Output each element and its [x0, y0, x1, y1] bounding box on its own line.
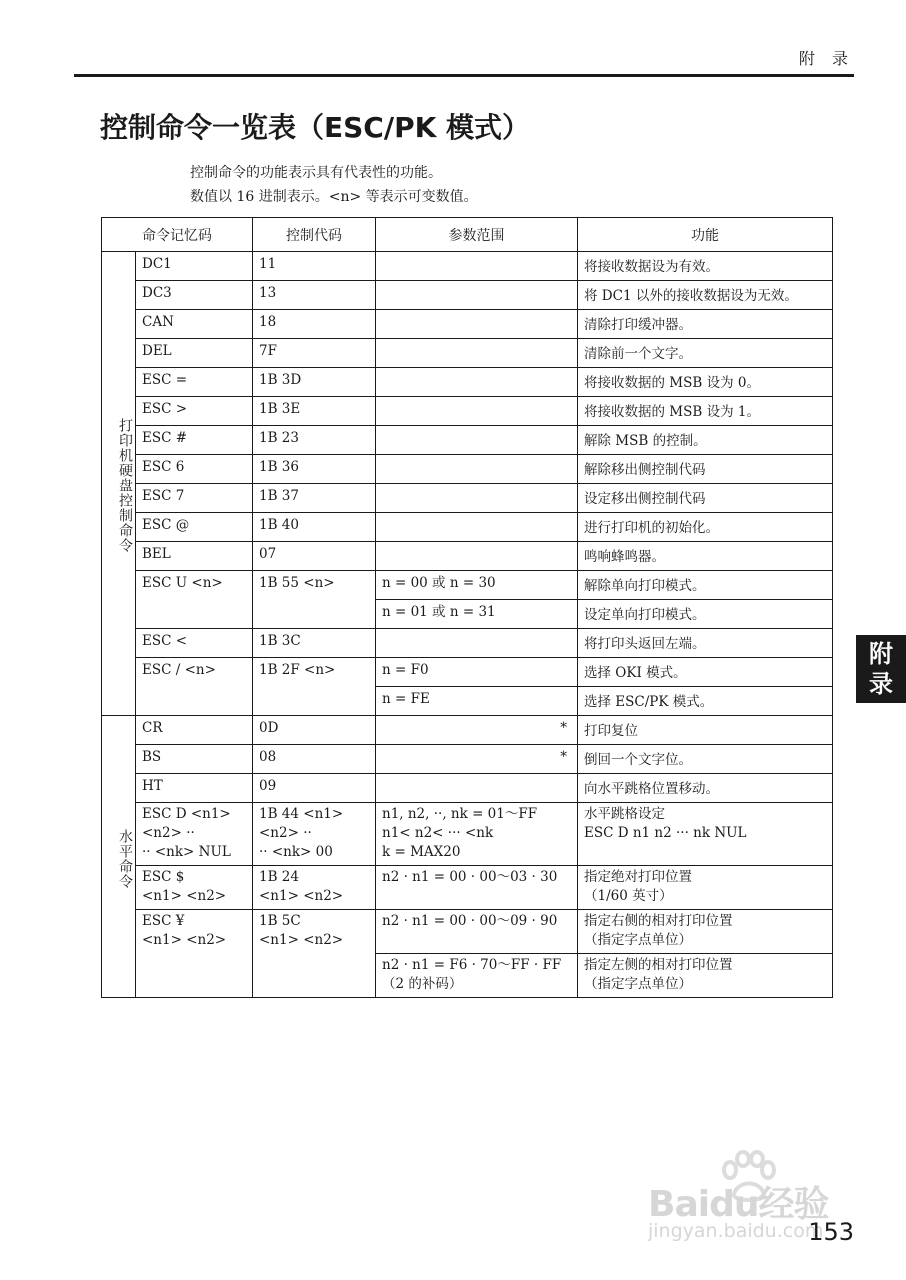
- group-label-horizontal: 水平命令: [102, 716, 136, 998]
- cell-code: 1B 2F <n>: [253, 658, 376, 716]
- cell-function: 将 DC1 以外的接收数据设为无效。: [578, 281, 833, 310]
- page-number: 153: [808, 1218, 854, 1246]
- cell-function: 指定左侧的相对打印位置 （指定字点单位）: [578, 954, 833, 998]
- cell-mnemonic: DC1: [136, 252, 253, 281]
- table-row: [102, 397, 833, 426]
- cell-function: 清除前一个文字。: [578, 339, 833, 368]
- cell-code: 1B 3C: [253, 629, 376, 658]
- table-row: [102, 310, 833, 339]
- cell-param: [376, 281, 578, 310]
- cell-param: n2 · n1 = 00 · 00～03 · 30: [376, 866, 578, 910]
- cell-function: 设定移出侧控制代码: [578, 484, 833, 513]
- cell-function: 将打印头返回左端。: [578, 629, 833, 658]
- cell-mnemonic: ESC #: [136, 426, 253, 455]
- cell-param: [376, 455, 578, 484]
- cell-param: n2 · n1 = F6 · 70～FF · FF （2 的补码）: [376, 954, 578, 998]
- cell-code: 1B 36: [253, 455, 376, 484]
- cell-mnemonic: CAN: [136, 310, 253, 339]
- cell-mnemonic: ESC >: [136, 397, 253, 426]
- cell-mnemonic: ESC / <n>: [136, 658, 253, 716]
- table-row: [102, 513, 833, 542]
- table-row: [102, 658, 833, 687]
- cell-function: 选择 OKI 模式。: [578, 658, 833, 687]
- table-row: [102, 571, 833, 600]
- cell-param: [376, 339, 578, 368]
- cell-mnemonic: CR: [136, 716, 253, 745]
- cell-code: 13: [253, 281, 376, 310]
- cell-code: 09: [253, 774, 376, 803]
- cell-code: 1B 5C <n1> <n2>: [253, 910, 376, 998]
- table-row: [102, 774, 833, 803]
- cell-function: 解除 MSB 的控制。: [578, 426, 833, 455]
- header-section-label: 附 录: [798, 49, 854, 68]
- cell-param: *: [376, 745, 578, 774]
- table-row: [102, 484, 833, 513]
- cell-code: 1B 44 <n1> <n2> ·· ·· <nk> 00: [253, 803, 376, 866]
- cell-param: n = 01 或 n = 31: [376, 600, 578, 629]
- cell-function: 倒回一个文字位。: [578, 745, 833, 774]
- table-row: [102, 426, 833, 455]
- table-row: [102, 339, 833, 368]
- cell-function: 向水平跳格位置移动。: [578, 774, 833, 803]
- cell-param: n = FE: [376, 687, 578, 716]
- intro-note-1: 控制命令的功能表示具有代表性的功能。: [190, 165, 442, 181]
- cell-mnemonic: ESC @: [136, 513, 253, 542]
- table-header-row: [102, 218, 833, 252]
- cell-function: 解除单向打印模式。: [578, 571, 833, 600]
- cell-function: 水平跳格设定 ESC D n1 n2 ··· nk NUL: [578, 803, 833, 866]
- table-row: [102, 745, 833, 774]
- cell-param: [376, 542, 578, 571]
- cell-function: 将接收数据的 MSB 设为 1。: [578, 397, 833, 426]
- header-param: 参数范围: [376, 218, 578, 252]
- header-mnemonic: 命令记忆码: [102, 218, 253, 252]
- cell-code: 7F: [253, 339, 376, 368]
- cell-param: n = F0: [376, 658, 578, 687]
- table-row: [102, 455, 833, 484]
- cell-code: 08: [253, 745, 376, 774]
- header-rule: [74, 74, 854, 77]
- cell-function: 指定绝对打印位置 （1/60 英寸）: [578, 866, 833, 910]
- cell-code: 0D: [253, 716, 376, 745]
- cell-param: *: [376, 716, 578, 745]
- cell-function: 将接收数据的 MSB 设为 0。: [578, 368, 833, 397]
- table-row: [102, 542, 833, 571]
- cell-param: [376, 774, 578, 803]
- table-row: [102, 716, 833, 745]
- cell-function: 将接收数据设为有效。: [578, 252, 833, 281]
- cell-param: [376, 310, 578, 339]
- cell-param: n2 · n1 = 00 · 00～09 · 90: [376, 910, 578, 954]
- cell-mnemonic: ESC 6: [136, 455, 253, 484]
- cell-code: 1B 55 <n>: [253, 571, 376, 629]
- cell-mnemonic: ESC $ <n1> <n2>: [136, 866, 253, 910]
- cell-code: 1B 3E: [253, 397, 376, 426]
- cell-function: 指定右侧的相对打印位置 （指定字点单位）: [578, 910, 833, 954]
- cell-mnemonic: BS: [136, 745, 253, 774]
- cell-mnemonic: ESC =: [136, 368, 253, 397]
- cell-mnemonic: ESC 7: [136, 484, 253, 513]
- cell-param: [376, 252, 578, 281]
- watermark-url: jingyan.baidu.com: [648, 1220, 824, 1242]
- command-table: [101, 217, 833, 998]
- table-row: [102, 281, 833, 310]
- watermark-brand: Baidu经验: [648, 1184, 829, 1225]
- cell-param: [376, 368, 578, 397]
- table-row: [102, 252, 833, 281]
- cell-mnemonic: DC3: [136, 281, 253, 310]
- cell-code: 07: [253, 542, 376, 571]
- cell-param: [376, 629, 578, 658]
- cell-code: 18: [253, 310, 376, 339]
- cell-mnemonic: DEL: [136, 339, 253, 368]
- table-row: [102, 368, 833, 397]
- cell-param: [376, 397, 578, 426]
- intro-note-2: 数值以 16 进制表示。<n> 等表示可变数值。: [190, 189, 478, 205]
- cell-param: [376, 513, 578, 542]
- cell-function: 清除打印缓冲器。: [578, 310, 833, 339]
- cell-function: 进行打印机的初始化。: [578, 513, 833, 542]
- table-row: [102, 629, 833, 658]
- cell-code: 1B 24 <n1> <n2>: [253, 866, 376, 910]
- cell-mnemonic: ESC ¥ <n1> <n2>: [136, 910, 253, 998]
- cell-code: 1B 23: [253, 426, 376, 455]
- cell-mnemonic: HT: [136, 774, 253, 803]
- cell-code: 1B 3D: [253, 368, 376, 397]
- cell-mnemonic: ESC U <n>: [136, 571, 253, 629]
- appendix-side-tab: 附 录: [856, 635, 906, 703]
- group-label-printer-control: 打印机硬盘控制命令: [102, 252, 136, 716]
- page-title: 控制命令一览表（ESC/PK 模式）: [100, 111, 531, 144]
- header-function: 功能: [578, 218, 833, 252]
- cell-function: 设定单向打印模式。: [578, 600, 833, 629]
- cell-mnemonic: ESC D <n1> <n2> ·· ·· <nk> NUL: [136, 803, 253, 866]
- cell-code: 1B 40: [253, 513, 376, 542]
- table-row: [102, 910, 833, 954]
- table-row: [102, 866, 833, 910]
- cell-code: 1B 37: [253, 484, 376, 513]
- cell-mnemonic: ESC <: [136, 629, 253, 658]
- table-row: [102, 803, 833, 866]
- cell-code: 11: [253, 252, 376, 281]
- cell-param: n1, n2, ··, nk = 01～FF n1< n2< ··· <nk k = MAX20: [376, 803, 578, 866]
- cell-function: 打印复位: [578, 716, 833, 745]
- cell-param: [376, 484, 578, 513]
- cell-function: 解除移出侧控制代码: [578, 455, 833, 484]
- cell-param: [376, 426, 578, 455]
- cell-function: 鸣响蜂鸣器。: [578, 542, 833, 571]
- cell-param: n = 00 或 n = 30: [376, 571, 578, 600]
- cell-mnemonic: BEL: [136, 542, 253, 571]
- header-code: 控制代码: [253, 218, 376, 252]
- cell-function: 选择 ESC/PK 模式。: [578, 687, 833, 716]
